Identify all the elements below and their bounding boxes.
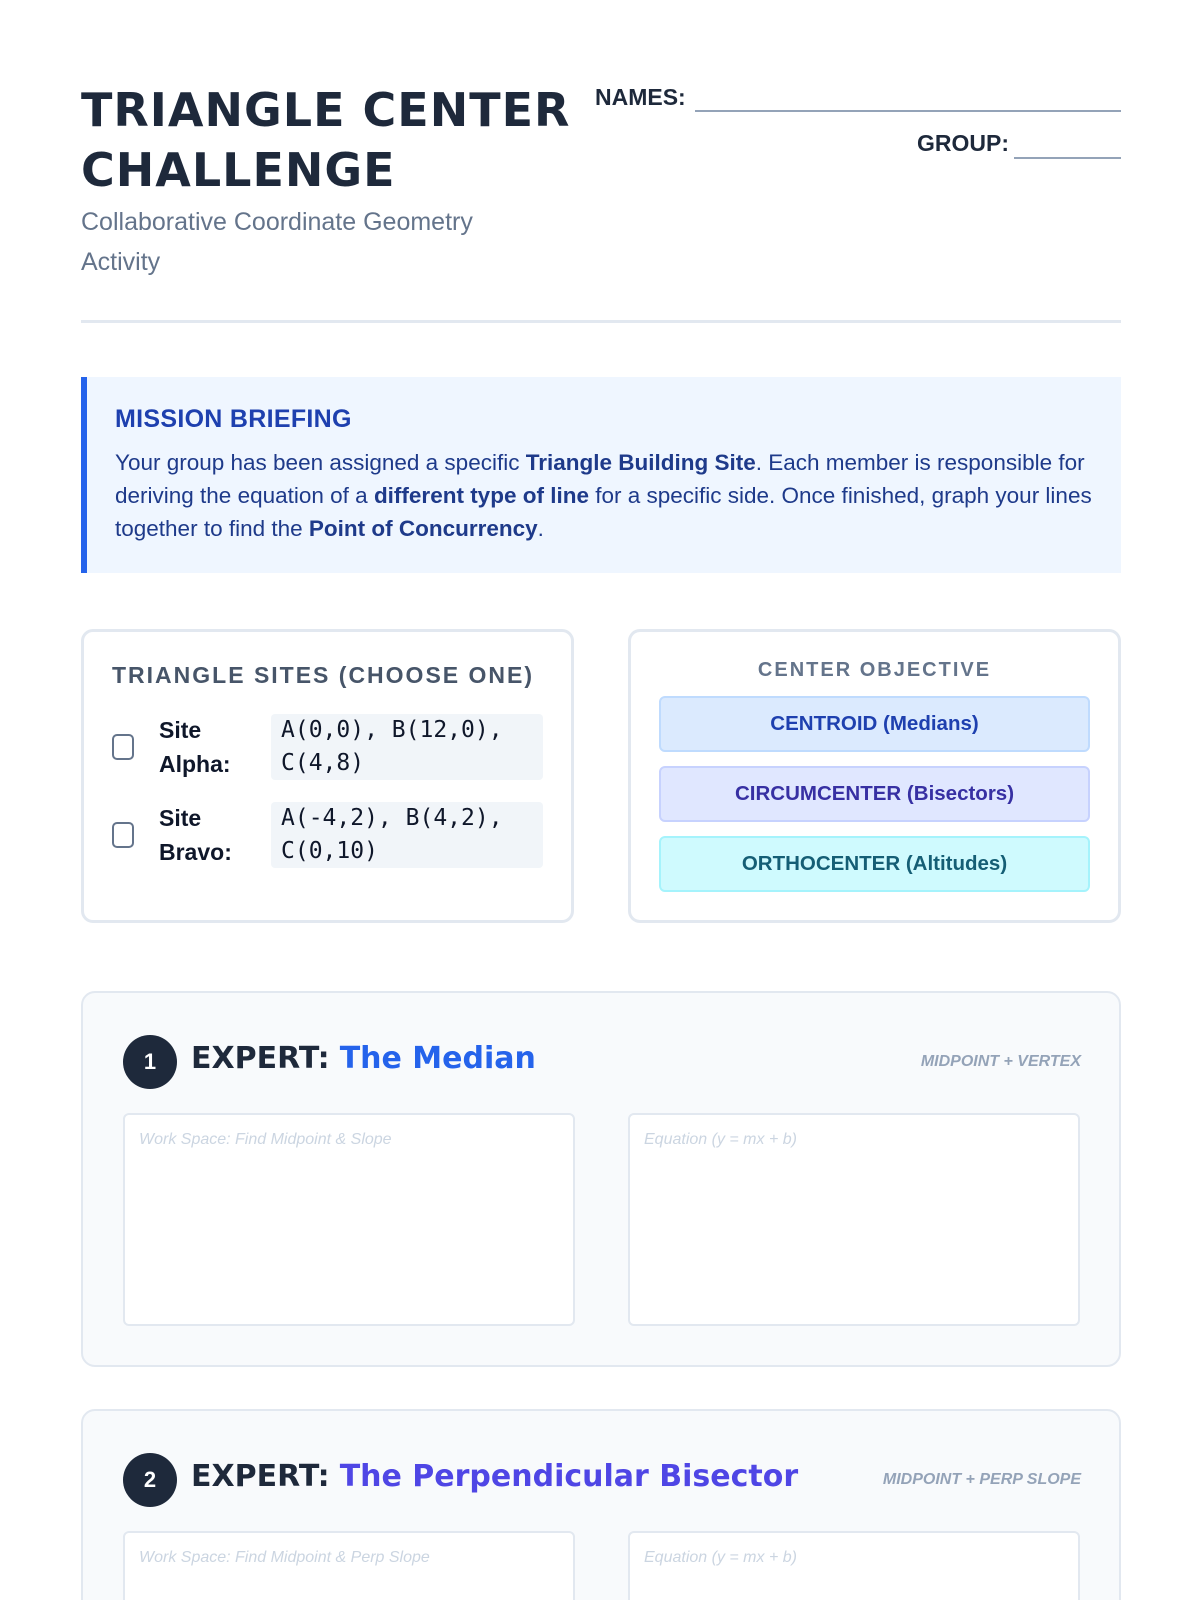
circumcenter-option-button[interactable]: CIRCUMCENTER (Bisectors) <box>659 766 1090 822</box>
expert-name: The Median <box>339 1041 536 1076</box>
step-number-badge: 1 <box>123 1035 177 1089</box>
group-label: GROUP: <box>917 130 1009 156</box>
expert-perpendicular-bisector-section <box>81 1409 1121 1600</box>
work-space-placeholder: Work Space: Find Midpoint & Slope <box>139 1131 392 1148</box>
objective-heading: CENTER OBJECTIVE <box>757 659 992 681</box>
page-subtitle: Collaborative Coordinate Geometry Activity <box>81 208 473 276</box>
triangle-sites-card <box>81 629 574 923</box>
names-label: NAMES: <box>595 84 686 110</box>
group-field[interactable] <box>1014 157 1121 159</box>
expert-prefix: EXPERT: <box>191 1459 330 1494</box>
page-title: TRIANGLE CENTER CHALLENGE <box>81 83 571 197</box>
center-objective-card <box>628 629 1121 923</box>
expert-tag: MIDPOINT + VERTEX <box>920 1053 1081 1070</box>
work-space-box[interactable] <box>123 1113 575 1326</box>
equation-box[interactable] <box>628 1113 1080 1326</box>
expert-median-section <box>81 991 1121 1367</box>
briefing-heading: MISSION BRIEFING <box>115 405 352 433</box>
worksheet-header <box>81 80 1121 325</box>
site-alpha-checkbox[interactable] <box>112 734 134 760</box>
centroid-option-button[interactable]: CENTROID (Medians) <box>659 696 1090 752</box>
site-name: Site Alpha: <box>159 717 231 777</box>
equation-box[interactable] <box>628 1531 1080 1600</box>
work-space-box[interactable] <box>123 1531 575 1600</box>
site-coordinates: A(-4,2), B(4,2), C(0,10) <box>271 802 543 868</box>
expert-prefix: EXPERT: <box>191 1041 330 1076</box>
site-bravo-checkbox[interactable] <box>112 822 134 848</box>
expert-heading <box>191 1039 536 1079</box>
names-field[interactable] <box>695 110 1121 112</box>
briefing-text: Your group has been assigned a specific Triangle Building Site. Each member is responsible for deriving the equation of a different type of line for a specific side. Once finished, graph your lines together to find the Point of Concurrency. <box>115 450 1092 541</box>
mission-briefing <box>81 377 1121 573</box>
work-space-placeholder: Work Space: Find Midpoint & Perp Slope <box>139 1549 430 1566</box>
orthocenter-option-button[interactable]: ORTHOCENTER (Altitudes) <box>659 836 1090 892</box>
equation-placeholder: Equation (y = mx + b) <box>644 1549 797 1566</box>
expert-heading <box>191 1457 798 1497</box>
expert-tag: MIDPOINT + PERP SLOPE <box>882 1471 1081 1488</box>
site-option <box>112 713 543 781</box>
step-number-badge: 2 <box>123 1453 177 1507</box>
site-option <box>112 801 543 869</box>
header-divider <box>81 320 1121 323</box>
expert-name: The Perpendicular Bisector <box>339 1459 799 1494</box>
site-name: Site Bravo: <box>159 805 232 865</box>
equation-placeholder: Equation (y = mx + b) <box>644 1131 797 1148</box>
sites-heading: TRIANGLE SITES (CHOOSE ONE) <box>112 662 535 688</box>
site-coordinates: A(0,0), B(12,0), C(4,8) <box>271 714 543 780</box>
